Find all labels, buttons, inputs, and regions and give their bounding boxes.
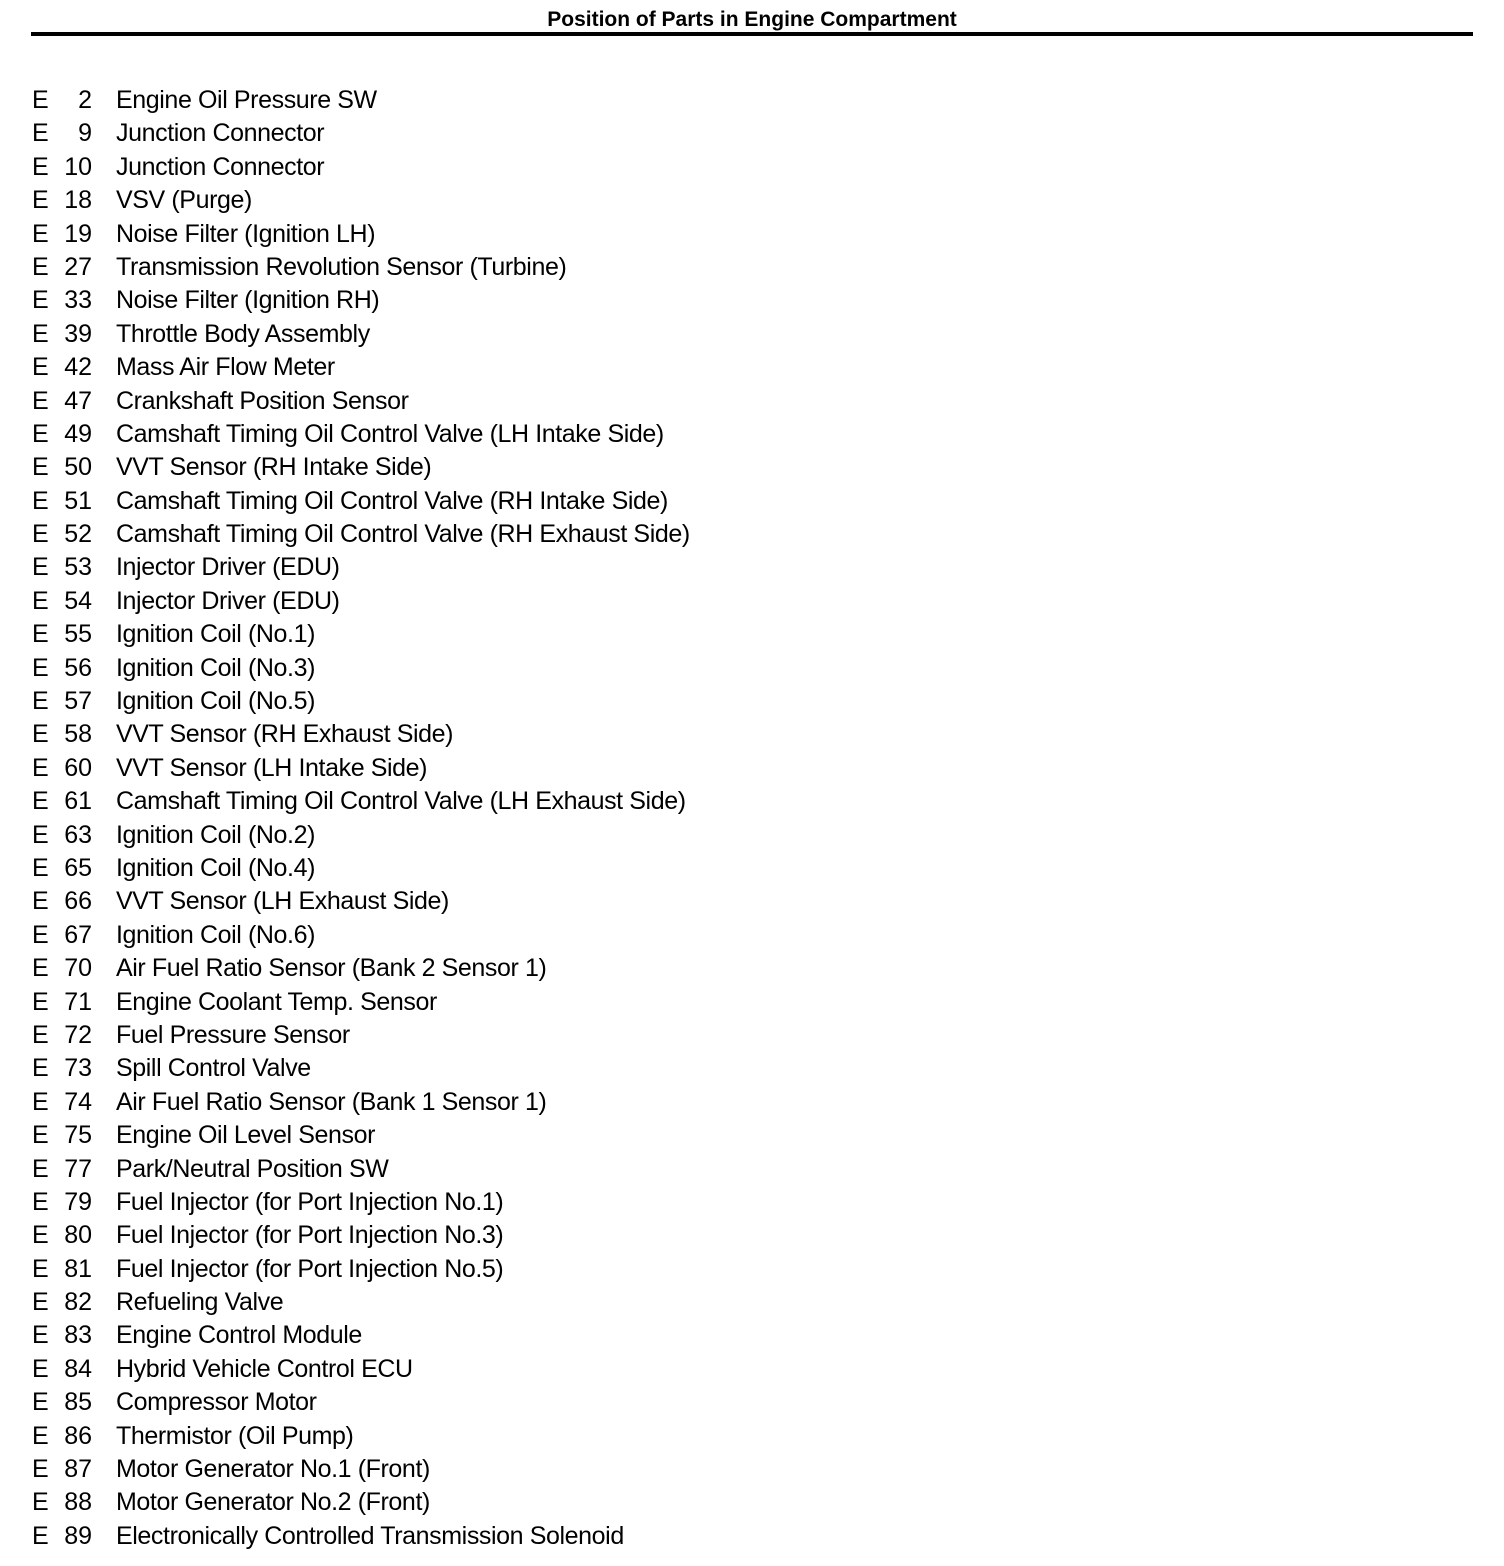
part-number: 55	[64, 620, 92, 649]
part-number: 80	[64, 1221, 92, 1250]
part-prefix: E	[32, 1221, 49, 1250]
part-prefix: E	[32, 987, 49, 1016]
part-prefix: E	[32, 1054, 49, 1083]
part-prefix: E	[32, 620, 49, 649]
part-name: VSV (Purge)	[116, 186, 252, 215]
part-name: Air Fuel Ratio Sensor (Bank 1 Sensor 1)	[116, 1087, 547, 1116]
part-number: 42	[64, 353, 92, 382]
part-prefix: E	[32, 687, 49, 716]
part-name: Ignition Coil (No.6)	[116, 920, 316, 949]
part-number: 81	[64, 1254, 92, 1283]
part-number: 83	[64, 1321, 92, 1350]
part-number: 85	[64, 1388, 92, 1417]
part-row	[0, 284, 1504, 317]
part-row	[0, 1353, 1504, 1386]
part-name: Fuel Pressure Sensor	[116, 1020, 350, 1049]
part-number: 54	[64, 586, 92, 615]
part-row	[0, 618, 1504, 651]
part-name: Hybrid Vehicle Control ECU	[116, 1354, 413, 1383]
part-prefix: E	[32, 1020, 49, 1049]
part-row	[0, 685, 1504, 718]
part-name: Camshaft Timing Oil Control Valve (LH Exhaust Side)	[116, 787, 686, 816]
part-number: 60	[64, 753, 92, 782]
part-prefix: E	[32, 386, 49, 415]
part-number: 50	[64, 453, 92, 482]
part-number: 47	[64, 386, 92, 415]
part-row	[0, 485, 1504, 518]
part-name: Engine Oil Pressure SW	[116, 86, 377, 114]
part-row	[0, 885, 1504, 918]
part-number: 79	[64, 1187, 92, 1216]
part-prefix: E	[32, 486, 49, 515]
part-name: VVT Sensor (RH Intake Side)	[116, 453, 432, 482]
part-prefix: E	[32, 286, 49, 315]
part-name: Engine Oil Level Sensor	[116, 1121, 376, 1150]
part-row	[0, 819, 1504, 852]
part-number: 2	[78, 86, 92, 114]
part-name: Ignition Coil (No.4)	[116, 853, 316, 882]
part-prefix: E	[32, 219, 49, 248]
part-row	[0, 1520, 1504, 1553]
part-name: VVT Sensor (LH Exhaust Side)	[116, 887, 449, 916]
part-row	[0, 1420, 1504, 1453]
part-row	[0, 385, 1504, 418]
part-number: 27	[64, 252, 92, 281]
part-number: 9	[78, 119, 92, 148]
part-prefix: E	[32, 954, 49, 983]
parts-list	[0, 84, 1504, 1553]
part-prefix: E	[32, 753, 49, 782]
part-prefix: E	[32, 820, 49, 849]
part-name: Throttle Body Assembly	[116, 319, 370, 348]
part-row	[0, 151, 1504, 184]
part-number: 49	[64, 419, 92, 448]
part-number: 71	[64, 987, 92, 1016]
part-row	[0, 852, 1504, 885]
part-row	[0, 251, 1504, 284]
part-number: 89	[64, 1521, 92, 1550]
part-prefix: E	[32, 152, 49, 181]
part-number: 86	[64, 1421, 92, 1450]
part-row	[0, 1286, 1504, 1319]
part-name: Camshaft Timing Oil Control Valve (RH Exhaust Side)	[116, 520, 690, 549]
part-prefix: E	[32, 1488, 49, 1517]
part-number: 65	[64, 853, 92, 882]
part-number: 56	[64, 653, 92, 682]
part-number: 63	[64, 820, 92, 849]
part-name: Spill Control Valve	[116, 1054, 311, 1083]
part-name: Engine Coolant Temp. Sensor	[116, 987, 437, 1016]
part-prefix: E	[32, 720, 49, 749]
part-number: 67	[64, 920, 92, 949]
part-prefix: E	[32, 1421, 49, 1450]
part-row	[0, 1253, 1504, 1286]
part-name: Electronically Controlled Transmission Solenoid	[116, 1521, 624, 1550]
part-prefix: E	[32, 1455, 49, 1484]
part-number: 72	[64, 1020, 92, 1049]
part-row	[0, 652, 1504, 685]
part-prefix: E	[32, 1354, 49, 1383]
part-name: Fuel Injector (for Port Injection No.3)	[116, 1221, 504, 1250]
part-prefix: E	[32, 1321, 49, 1350]
part-row	[0, 585, 1504, 618]
part-row	[0, 1319, 1504, 1352]
part-row	[0, 986, 1504, 1019]
part-prefix: E	[32, 1187, 49, 1216]
part-name: Thermistor (Oil Pump)	[116, 1421, 354, 1450]
part-row	[0, 1186, 1504, 1219]
part-name: Junction Connector	[116, 152, 325, 181]
part-prefix: E	[32, 1521, 49, 1550]
part-number: 75	[64, 1121, 92, 1150]
part-row	[0, 1052, 1504, 1085]
part-prefix: E	[32, 419, 49, 448]
part-name: Camshaft Timing Oil Control Valve (RH Intake Side)	[116, 486, 668, 515]
part-number: 51	[64, 486, 92, 515]
part-name: Transmission Revolution Sensor (Turbine)	[116, 252, 567, 281]
part-name: Fuel Injector (for Port Injection No.1)	[116, 1187, 504, 1216]
part-number: 82	[64, 1288, 92, 1317]
part-row	[0, 718, 1504, 751]
part-name: Fuel Injector (for Port Injection No.5)	[116, 1254, 504, 1283]
part-row	[0, 117, 1504, 150]
part-name: Ignition Coil (No.1)	[116, 620, 316, 649]
part-row	[0, 218, 1504, 251]
part-number: 73	[64, 1054, 92, 1083]
part-number: 53	[64, 553, 92, 582]
part-row	[0, 84, 1504, 117]
part-number: 33	[64, 286, 92, 315]
part-prefix: E	[32, 1388, 49, 1417]
part-number: 39	[64, 319, 92, 348]
part-name: Park/Neutral Position SW	[116, 1154, 389, 1183]
part-prefix: E	[32, 887, 49, 916]
part-prefix: E	[32, 252, 49, 281]
part-name: Injector Driver (EDU)	[116, 586, 340, 615]
part-name: Camshaft Timing Oil Control Valve (LH Intake Side)	[116, 419, 664, 448]
part-name: Engine Control Module	[116, 1321, 362, 1350]
part-prefix: E	[32, 520, 49, 549]
part-row	[0, 752, 1504, 785]
part-number: 52	[64, 520, 92, 549]
part-name: Ignition Coil (No.3)	[116, 653, 316, 682]
part-number: 84	[64, 1354, 92, 1383]
part-number: 18	[64, 186, 92, 215]
part-prefix: E	[32, 1254, 49, 1283]
part-row	[0, 518, 1504, 551]
part-prefix: E	[32, 787, 49, 816]
part-name: Mass Air Flow Meter	[116, 353, 335, 382]
part-row	[0, 1219, 1504, 1252]
part-row	[0, 351, 1504, 384]
part-name: Noise Filter (Ignition RH)	[116, 286, 380, 315]
part-row	[0, 919, 1504, 952]
page-title: Position of Parts in Engine Compartment	[547, 8, 957, 31]
part-row	[0, 785, 1504, 818]
part-row	[0, 952, 1504, 985]
part-prefix: E	[32, 86, 49, 114]
part-number: 10	[64, 152, 92, 181]
part-number: 61	[64, 787, 92, 816]
part-name: Junction Connector	[116, 119, 325, 148]
part-row	[0, 1453, 1504, 1486]
part-number: 58	[64, 720, 92, 749]
part-row	[0, 318, 1504, 351]
part-name: VVT Sensor (RH Exhaust Side)	[116, 720, 454, 749]
part-number: 70	[64, 954, 92, 983]
part-number: 57	[64, 687, 92, 716]
part-prefix: E	[32, 920, 49, 949]
part-row	[0, 1119, 1504, 1152]
part-prefix: E	[32, 1121, 49, 1150]
part-number: 74	[64, 1087, 92, 1116]
part-number: 19	[64, 219, 92, 248]
part-prefix: E	[32, 1288, 49, 1317]
part-name: Air Fuel Ratio Sensor (Bank 2 Sensor 1)	[116, 954, 547, 983]
part-prefix: E	[32, 319, 49, 348]
part-row	[0, 1386, 1504, 1419]
part-prefix: E	[32, 1154, 49, 1183]
part-prefix: E	[32, 553, 49, 582]
part-prefix: E	[32, 119, 49, 148]
part-name: Crankshaft Position Sensor	[116, 386, 409, 415]
part-name: Ignition Coil (No.5)	[116, 687, 316, 716]
part-prefix: E	[32, 186, 49, 215]
part-number: 77	[64, 1154, 92, 1183]
part-name: VVT Sensor (LH Intake Side)	[116, 753, 428, 782]
part-row	[0, 1086, 1504, 1119]
part-name: Compressor Motor	[116, 1388, 317, 1417]
part-row	[0, 1486, 1504, 1519]
title-divider	[31, 32, 1473, 36]
part-row	[0, 1019, 1504, 1052]
part-prefix: E	[32, 453, 49, 482]
part-prefix: E	[32, 853, 49, 882]
part-name: Refueling Valve	[116, 1288, 284, 1317]
part-name: Injector Driver (EDU)	[116, 553, 340, 582]
part-prefix: E	[32, 1087, 49, 1116]
part-row	[0, 184, 1504, 217]
part-number: 87	[64, 1455, 92, 1484]
part-row	[0, 1153, 1504, 1186]
part-name: Motor Generator No.2 (Front)	[116, 1488, 430, 1517]
part-prefix: E	[32, 653, 49, 682]
part-name: Motor Generator No.1 (Front)	[116, 1455, 430, 1484]
part-row	[0, 451, 1504, 484]
part-prefix: E	[32, 586, 49, 615]
part-row	[0, 418, 1504, 451]
part-number: 88	[64, 1488, 92, 1517]
part-prefix: E	[32, 353, 49, 382]
part-name: Noise Filter (Ignition LH)	[116, 219, 376, 248]
part-number: 66	[64, 887, 92, 916]
part-row	[0, 551, 1504, 584]
part-name: Ignition Coil (No.2)	[116, 820, 316, 849]
